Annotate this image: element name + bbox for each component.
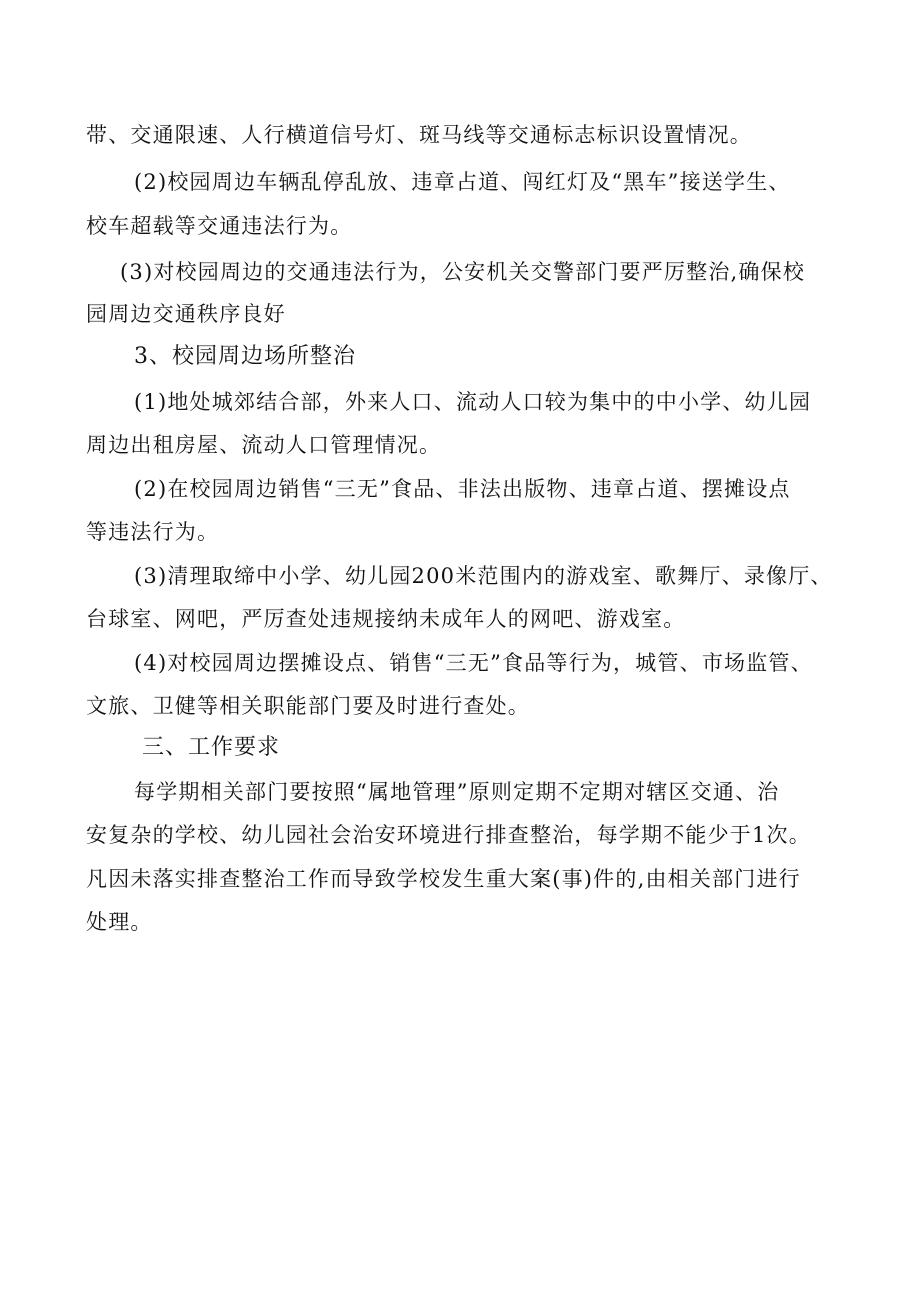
section-heading: 三、工作要求 xyxy=(142,735,281,760)
text-line: 文旅、卫健等相关职能部门要及时进行查处。 xyxy=(86,694,530,718)
text-line: 校车超载等交通违法行为。 xyxy=(86,214,353,238)
text-line: (2)校园周边车辆乱停乱放、违章占道、闯红灯及“黑车”接送学生、 xyxy=(134,170,791,194)
text-line: 凡因未落实排查整治工作而导致学校发生重大案(事)件的,由相关部门进行 xyxy=(86,867,801,891)
text-line: 每学期相关部门要按照“属地管理”原则定期不定期对辖区交通、治 xyxy=(134,780,780,804)
text-line: 台球室、网吧，严厉查处违规接纳未成年人的网吧、游戏室。 xyxy=(86,607,686,631)
text-line: (3)对校园周边的交通违法行为，公安机关交警部门要严厉整治,确保校 xyxy=(120,260,806,284)
text-line: 安复杂的学校、幼儿园社会治安环境进行排查整治，每学期不能少于1次。 xyxy=(86,823,811,847)
text-line: 周边出租房屋、流动人口管理情况。 xyxy=(86,433,442,457)
text-line: (4)对校园周边摆摊设点、销售“三无”食品等行为，城管、市场监管、 xyxy=(134,651,813,675)
text-line: 等违法行为。 xyxy=(86,520,220,544)
section-heading: 3、校园周边场所整治 xyxy=(134,344,356,369)
text-line: (3)清理取缔中小学、幼儿园200米范围内的游戏室、歌舞厅、录像厅、 xyxy=(134,564,833,588)
text-line: 园周边交通秩序良好 xyxy=(86,302,286,326)
text-line: (2)在校园周边销售“三无”食品、非法出版物、违章占道、摆摊设点 xyxy=(134,477,791,501)
text-line: (1)地处城郊结合部，外来人口、流动人口较为集中的中小学、幼儿园 xyxy=(134,390,812,414)
text-line: 带、交通限速、人行横道信号灯、斑马线等交通标志标识设置情况。 xyxy=(86,123,752,147)
text-line: 处理。 xyxy=(86,910,153,934)
